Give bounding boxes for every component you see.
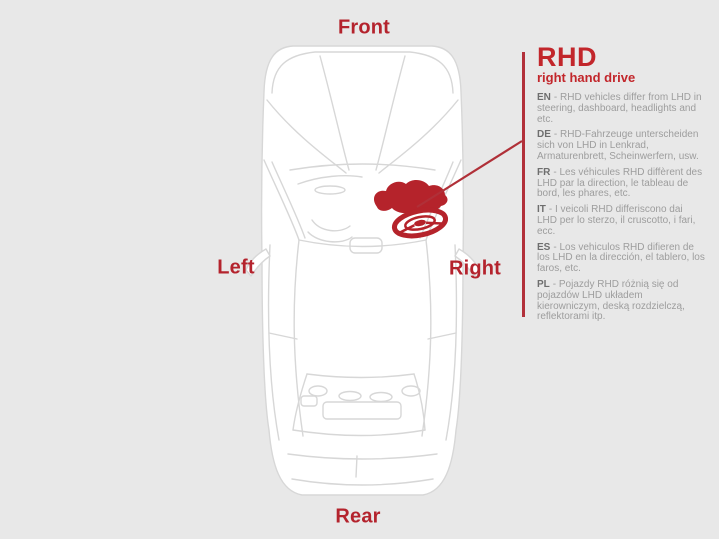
rhd-info-panel (537, 44, 705, 328)
car-body (262, 46, 464, 495)
lang-entry-pl (537, 280, 705, 323)
lang-code: ES (537, 241, 551, 253)
lang-code: PL (537, 278, 550, 290)
lang-code: FR (537, 166, 551, 178)
lang-text: - Pojazdy RHD różnią się od pojazdów LHD układem kierowniczym, deską rozdzielczą, reflektorami itp. (537, 278, 685, 323)
label-left: Left (217, 256, 255, 279)
lang-text: - I veicoli RHD differiscono dai LHD per lo sterzo, il cruscotto, i fari, ecc. (537, 204, 696, 237)
lang-text: - Les véhicules RHD diffèrent des LHD par la direction, le tableau de bord, les phares, etc. (537, 166, 703, 200)
panel-title: RHD (537, 42, 597, 72)
lang-entry-de (537, 130, 705, 162)
label-front: Front (337, 16, 391, 39)
lang-text: - Los vehiculos RHD difieren de los LHD en la dirección, el tablero, los faros, etc. (537, 241, 705, 275)
label-right: Right (448, 257, 502, 280)
lang-code: IT (537, 204, 546, 216)
panel-divider (522, 52, 525, 317)
label-rear: Rear (335, 505, 381, 528)
lang-code: EN (537, 92, 551, 103)
lang-text: - RHD vehicles differ from LHD in steering, dashboard, headlights and etc. (537, 92, 702, 125)
lang-entry-es (537, 243, 705, 275)
lang-entry-en (537, 93, 705, 125)
lang-entry-fr (537, 168, 705, 200)
lang-text: - RHD-Fahrzeuge unterscheiden sich von LHD in Lenkrad, Armaturenbrett, Scheinwerfern, usw. (537, 129, 699, 162)
panel-subtitle: right hand drive (537, 70, 636, 85)
lang-entry-it (537, 205, 705, 237)
lang-code: DE (537, 129, 551, 141)
